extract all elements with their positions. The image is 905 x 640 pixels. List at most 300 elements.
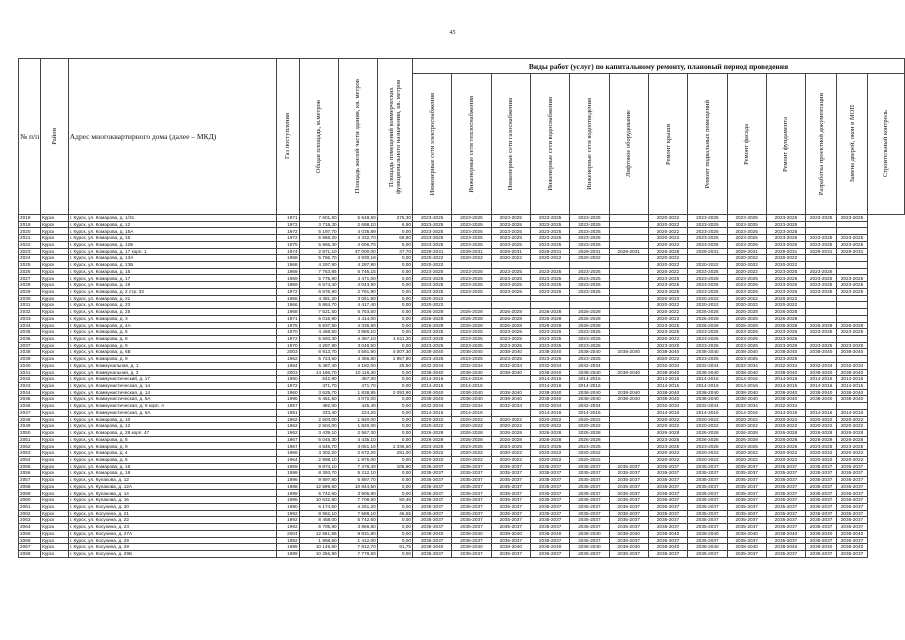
- table-cell: 1989: [277, 544, 299, 551]
- table-cell: 2020-2022: [648, 302, 687, 309]
- table-cell: 2035-2037: [648, 477, 687, 484]
- table-cell: 2035-2037: [837, 483, 868, 490]
- table-cell: 2026-2028: [837, 436, 868, 443]
- table-cell: 2026-2028: [837, 322, 868, 329]
- header-nonliving-area: Площадь помещений коммерческих функционального назначения, кв. метров: [377, 59, 412, 215]
- table-cell: 2035-2037: [766, 497, 805, 504]
- table-cell: 2035-2037: [491, 517, 530, 524]
- table-cell: 2020-2022: [727, 295, 766, 302]
- table-cell: 2023-2025: [648, 288, 687, 295]
- table-cell: 2020-2022: [688, 423, 727, 430]
- table-cell: 2020-2022: [688, 456, 727, 463]
- table-cell: 2038-2040: [452, 349, 491, 356]
- table-cell: 2035-2037: [688, 510, 727, 517]
- table-cell: 4 006,70: [338, 241, 377, 248]
- table-row: [19, 376, 905, 383]
- table-cell: 7 601,50: [299, 215, 338, 222]
- table-cell: [609, 376, 648, 383]
- table-cell: 2038-2040: [530, 369, 569, 376]
- table-cell: 2055: [19, 463, 41, 470]
- table-cell: 2020-2022: [452, 456, 491, 463]
- table-cell: 2032-2034: [766, 362, 805, 369]
- table-cell: 2035-2037: [766, 524, 805, 531]
- table-cell: г. Курск, ул. Комарова, д. 9: [68, 356, 277, 363]
- table-cell: 2038-2040: [413, 396, 452, 403]
- table-cell: 2035-2037: [727, 477, 766, 484]
- table-cell: 2020-2022: [648, 262, 687, 269]
- table-cell: Курск: [41, 275, 69, 282]
- table-cell: [806, 302, 837, 309]
- table-cell: Курск: [41, 309, 69, 316]
- table-cell: 2026-2028: [413, 436, 452, 443]
- table-cell: [609, 456, 648, 463]
- table-cell: 2023-2025: [570, 342, 609, 349]
- table-cell: 2023-2025: [688, 288, 727, 295]
- table-cell: 2020-2022: [727, 456, 766, 463]
- table-cell: 1962: [277, 416, 299, 423]
- table-cell: 1 957,80: [377, 356, 412, 363]
- table-cell: 2035-2037: [688, 470, 727, 477]
- table-cell: 4 414,00: [338, 315, 377, 322]
- table-cell: 2026-2028: [806, 322, 837, 329]
- table-cell: 2035-2037: [452, 517, 491, 524]
- table-cell: 2035-2037: [727, 470, 766, 477]
- table-cell: 0,00: [377, 524, 412, 531]
- table-cell: 2038-2040: [806, 349, 837, 356]
- table-cell: 2020-2022: [688, 295, 727, 302]
- table-cell: 2023-2025: [413, 275, 452, 282]
- table-cell: 2014-2016: [570, 376, 609, 383]
- table-cell: 2020-2022: [570, 423, 609, 430]
- table-cell: 2023-2025: [806, 275, 837, 282]
- table-cell: 2035-2037: [837, 477, 868, 484]
- table-cell: 6 451,50: [299, 396, 338, 403]
- table-cell: 6 045,30: [299, 436, 338, 443]
- table-cell: 2023-2025: [766, 221, 805, 228]
- table-cell: 2023-2025: [648, 443, 687, 450]
- table-cell: 2 698,10: [338, 221, 377, 228]
- table-cell: Курск: [41, 423, 69, 430]
- table-row: [19, 362, 905, 369]
- table-cell: 4 458,50: [299, 329, 338, 336]
- table-cell: 2020-2022: [766, 262, 805, 269]
- table-cell: 2020-2022: [413, 423, 452, 430]
- table-cell: г. Курск, ул. Косухина, д. 29Б: [68, 550, 277, 557]
- table-cell: 2035-2037: [806, 463, 837, 470]
- table-cell: 1951: [277, 409, 299, 416]
- table-cell: 2035-2037: [806, 550, 837, 557]
- table-cell: 2038-2040: [570, 530, 609, 537]
- table-cell: 1969: [277, 282, 299, 289]
- table-cell: 3 046,50: [338, 342, 377, 349]
- table-cell: 0,00: [377, 268, 412, 275]
- table-cell: 2038-2040: [766, 349, 805, 356]
- table-cell: 2026-2028: [727, 436, 766, 443]
- table-cell: 2052: [19, 443, 41, 450]
- table-cell: 2026-2028: [727, 430, 766, 437]
- table-cell: Курск: [41, 302, 69, 309]
- table-cell: 2026-2028: [530, 322, 569, 329]
- table-cell: 2023-2025: [837, 288, 868, 295]
- table-cell: 2020-2022: [570, 416, 609, 423]
- table-cell: Курск: [41, 362, 69, 369]
- table-row: [19, 235, 905, 242]
- table-cell: 2035-2037: [688, 550, 727, 557]
- table-cell: г. Курск, ул. Комарова, д. 12: [68, 221, 277, 228]
- table-cell: 2035-2037: [413, 510, 452, 517]
- table-cell: 2023-2025: [570, 335, 609, 342]
- table-cell: 2035-2037: [491, 477, 530, 484]
- table-cell: 2023-2025: [727, 282, 766, 289]
- table-cell: г. Курск, ул. Комарова, д. 13А: [68, 255, 277, 262]
- table-cell: 2038-2040: [413, 544, 452, 551]
- table-cell: 2032-2034: [727, 403, 766, 410]
- table-cell: 2023-2025: [452, 268, 491, 275]
- table-cell: 2014-2016: [837, 382, 868, 389]
- table-cell: 2035-2037: [413, 477, 452, 484]
- table-cell: 2023-2025: [570, 288, 609, 295]
- table-cell: 2038-2040: [648, 369, 687, 376]
- table-cell: г. Курск, ул. Комарова, д. 5: [68, 329, 277, 336]
- table-cell: Курск: [41, 241, 69, 248]
- table-cell: 2020-2022: [413, 262, 452, 269]
- table-cell: [609, 403, 648, 410]
- table-cell: 2039: [19, 356, 41, 363]
- table-cell: Курск: [41, 550, 69, 557]
- table-cell: Курск: [41, 288, 69, 295]
- table-cell: г. Курск, ул. Косухина, д. 29: [68, 537, 277, 544]
- table-row: [19, 423, 905, 430]
- table-cell: г. Курск, ул. Комарова, д. 9: [68, 342, 277, 349]
- table-cell: 5 487,40: [299, 362, 338, 369]
- table-cell: 2043: [19, 382, 41, 389]
- table-cell: 2020-2022: [648, 221, 687, 228]
- header-work-type: Ремонт фасада: [727, 74, 766, 215]
- table-cell: [837, 221, 868, 228]
- table-row: [19, 477, 905, 484]
- header-work-type: Разработка проектной документации: [806, 74, 837, 215]
- table-row: [19, 282, 905, 289]
- table-cell: [530, 302, 569, 309]
- table-cell: 2023-2025: [530, 335, 569, 342]
- table-cell: 1972: [277, 235, 299, 242]
- table-cell: г. Курск, ул. Коммунистическая, д. 5А: [68, 396, 277, 403]
- table-cell: 5 197,70: [299, 228, 338, 235]
- table-cell: [837, 335, 868, 342]
- table-cell: 1995: [277, 497, 299, 504]
- table-cell: 2035-2037: [452, 524, 491, 531]
- table-cell: 2038-2040: [806, 544, 837, 551]
- table-cell: 2035-2037: [609, 477, 648, 484]
- table-cell: [609, 416, 648, 423]
- table-cell: 2020-2022: [837, 416, 868, 423]
- table-cell: 2023-2025: [530, 329, 569, 336]
- table-cell: 2023-2025: [806, 443, 837, 450]
- table-cell: 2023-2025: [452, 342, 491, 349]
- table-cell: 2035-2037: [413, 503, 452, 510]
- table-cell: Курск: [41, 456, 69, 463]
- table-cell: 2014-2016: [648, 376, 687, 383]
- table-cell: 2035-2037: [806, 483, 837, 490]
- table-row: [19, 510, 905, 517]
- header-work-type: Инженерные сети водоснабжения: [530, 74, 569, 215]
- table-cell: 2020-2022: [413, 416, 452, 423]
- table-row: [19, 524, 905, 531]
- table-cell: 12 551,55: [299, 530, 338, 537]
- table-cell: 2029-2031: [806, 248, 837, 255]
- table-cell: 2023-2025: [806, 268, 837, 275]
- table-cell: 2035-2037: [806, 503, 837, 510]
- table-cell: 4 297,90: [299, 262, 338, 269]
- table-cell: 2035-2037: [688, 524, 727, 531]
- table-cell: г. Курск, ул. Кулакова, д. 12А: [68, 483, 277, 490]
- table-cell: 6 016,90: [299, 315, 338, 322]
- table-cell: 2020-2022: [648, 235, 687, 242]
- table-cell: г. Курск, ул. Коммунистическая, д. 6 корп. А: [68, 403, 277, 410]
- table-cell: 2023-2025: [727, 335, 766, 342]
- table-cell: 2023-2025: [688, 329, 727, 336]
- header-work-type: Ремонт крыши: [648, 74, 687, 215]
- table-cell: 1962: [277, 356, 299, 363]
- table-cell: [837, 403, 868, 410]
- table-cell: 7 588,10: [338, 510, 377, 517]
- table-cell: 2020-2022: [570, 450, 609, 457]
- table-cell: 46,55: [377, 510, 412, 517]
- table-cell: 2026-2028: [491, 309, 530, 316]
- table-cell: [491, 295, 530, 302]
- table-cell: 2023-2025: [570, 443, 609, 450]
- header-work-type: Лифтовое оборудование: [609, 74, 648, 215]
- table-cell: 0,00: [377, 369, 412, 376]
- table-cell: 492,00: [299, 403, 338, 410]
- table-cell: 0,00: [377, 416, 412, 423]
- table-cell: [609, 356, 648, 363]
- table-cell: 0,00: [377, 456, 412, 463]
- table-cell: Курск: [41, 215, 69, 222]
- table-cell: Курск: [41, 517, 69, 524]
- table-cell: 2035-2037: [766, 490, 805, 497]
- table-cell: 2023-2025: [688, 282, 727, 289]
- table-cell: 1972: [277, 382, 299, 389]
- table-cell: 2020-2022: [413, 450, 452, 457]
- table-cell: [452, 295, 491, 302]
- table-cell: 2035-2037: [530, 490, 569, 497]
- table-cell: 2038-2040: [452, 544, 491, 551]
- table-cell: 1972: [277, 335, 299, 342]
- table-cell: г. Курск, ул. Косухина, д. 21: [68, 510, 277, 517]
- table-cell: 425,40: [338, 403, 377, 410]
- table-cell: 2035-2037: [491, 510, 530, 517]
- table-cell: 7 478,40: [338, 463, 377, 470]
- table-cell: 5 897,70: [338, 477, 377, 484]
- table-cell: 0,00: [377, 470, 412, 477]
- table-cell: 2038-2040: [806, 369, 837, 376]
- table-cell: 0,00: [377, 315, 412, 322]
- table-cell: 4 845,70: [299, 443, 338, 450]
- table-cell: 2035-2037: [491, 490, 530, 497]
- table-cell: 2023-2025: [648, 322, 687, 329]
- header-total-area: Общая площадь, м.метров: [299, 59, 338, 215]
- table-cell: 5 756,70: [299, 255, 338, 262]
- table-cell: 2014-2016: [727, 376, 766, 383]
- header-work-type: Ремонт фундамента: [766, 74, 805, 215]
- table-cell: 0,00: [377, 329, 412, 336]
- table-cell: 2023-2025: [727, 342, 766, 349]
- table-cell: 2026-2028: [766, 309, 805, 316]
- table-cell: 2038-2040: [570, 396, 609, 403]
- table-cell: 2035-2037: [491, 503, 530, 510]
- table-cell: г. Курск, ул. Комарова, д. 15: [68, 268, 277, 275]
- table-cell: 2068: [19, 550, 41, 557]
- table-cell: 2023-2025: [688, 215, 727, 222]
- table-cell: 2035-2037: [452, 510, 491, 517]
- table-cell: Курск: [41, 282, 69, 289]
- table-cell: Курск: [41, 248, 69, 255]
- table-cell: 2026-2028: [727, 309, 766, 316]
- header-gas: Газ поступления: [277, 59, 299, 215]
- table-cell: 8 458,00: [299, 517, 338, 524]
- table-cell: 2033: [19, 315, 41, 322]
- table-cell: 2035-2037: [570, 524, 609, 531]
- table-cell: 9 874,10: [299, 463, 338, 470]
- table-cell: 2014-2016: [837, 409, 868, 416]
- table-cell: 1 611,20: [377, 335, 412, 342]
- table-cell: 2020-2022: [491, 255, 530, 262]
- table-cell: 1996: [277, 477, 299, 484]
- table-cell: 2020-2022: [452, 423, 491, 430]
- table-cell: 7 812,70: [338, 544, 377, 551]
- table-row: [19, 517, 905, 524]
- table-cell: 2023-2025: [570, 282, 609, 289]
- table-cell: 4 251,20: [338, 503, 377, 510]
- table-cell: 2035-2037: [648, 537, 687, 544]
- table-cell: [806, 221, 837, 228]
- table-cell: 2032-2034: [491, 403, 530, 410]
- table-cell: 2035-2037: [570, 463, 609, 470]
- table-cell: 2032-2034: [491, 362, 530, 369]
- table-cell: 2035-2037: [530, 483, 569, 490]
- table-cell: 1962: [277, 430, 299, 437]
- table-cell: 2035-2037: [530, 503, 569, 510]
- table-cell: 2023-2025: [452, 221, 491, 228]
- table-cell: 2035-2037: [727, 503, 766, 510]
- table-cell: 2023-2025: [766, 282, 805, 289]
- table-cell: 2035-2037: [727, 490, 766, 497]
- table-cell: 2035-2037: [806, 524, 837, 531]
- table-cell: 2014-2016: [806, 376, 837, 383]
- table-cell: 2030: [19, 295, 41, 302]
- table-cell: 2035-2037: [570, 503, 609, 510]
- table-cell: 2023-2025: [766, 228, 805, 235]
- table-cell: 2038-2040: [413, 530, 452, 537]
- table-cell: 2020-2022: [491, 450, 530, 457]
- table-cell: 1992: [277, 524, 299, 531]
- table-cell: 2023-2025: [570, 329, 609, 336]
- table-row: [19, 322, 905, 329]
- table-cell: 2023-2025: [452, 282, 491, 289]
- table-cell: [806, 403, 837, 410]
- table-cell: 2023-2025: [727, 221, 766, 228]
- table-cell: 2020-2022: [766, 416, 805, 423]
- table-cell: 2038-2040: [491, 544, 530, 551]
- table-cell: 2020-2022: [766, 423, 805, 430]
- table-cell: 2053: [19, 450, 41, 457]
- table-cell: 2032-2034: [530, 403, 569, 410]
- table-cell: 2023-2025: [806, 215, 837, 222]
- table-cell: 2035-2037: [452, 463, 491, 470]
- table-cell: [609, 322, 648, 329]
- table-cell: [806, 356, 837, 363]
- table-cell: 2026-2028: [727, 315, 766, 322]
- table-cell: 2014-2016: [727, 382, 766, 389]
- table-cell: [609, 315, 648, 322]
- table-cell: 2023-2025: [491, 241, 530, 248]
- table-cell: 2023-2025: [727, 443, 766, 450]
- table-cell: г. Курск, ул. Комарова, д. 5: [68, 456, 277, 463]
- table-cell: 2026-2028: [491, 430, 530, 437]
- table-cell: 2035-2037: [688, 463, 727, 470]
- table-row: [19, 315, 905, 322]
- table-cell: 2048: [19, 416, 41, 423]
- table-cell: 2035-2037: [609, 510, 648, 517]
- table-cell: 6,90: [377, 221, 412, 228]
- table-cell: 2026-2028: [648, 248, 687, 255]
- table-cell: 2035-2037: [530, 517, 569, 524]
- table-row: [19, 416, 905, 423]
- table-cell: 2023-2025: [530, 282, 569, 289]
- capital-repair-table: [18, 58, 905, 558]
- header-living-area: Площадь жилой части здания, кв. метров: [338, 59, 377, 215]
- table-cell: 2035-2037: [837, 537, 868, 544]
- table-cell: 2020-2022: [452, 416, 491, 423]
- table-cell: 0,00: [377, 309, 412, 316]
- table-cell: 2035-2037: [609, 483, 648, 490]
- table-cell: 2023-2025: [413, 356, 452, 363]
- table-cell: 25,50: [377, 362, 412, 369]
- table-cell: 2020: [19, 228, 41, 235]
- table-cell: 471,70: [299, 382, 338, 389]
- table-cell: 0,00: [377, 537, 412, 544]
- page-number: 45: [449, 30, 456, 36]
- table-cell: 1957: [277, 403, 299, 410]
- table-cell: 2003: [277, 349, 299, 356]
- table-cell: 2020-2022: [648, 228, 687, 235]
- table-cell: г. Курск, ул. Комарова, д. 25: [68, 309, 277, 316]
- table-cell: 333,40: [299, 409, 338, 416]
- table-cell: 2035-2037: [413, 490, 452, 497]
- table-cell: 1966: [277, 450, 299, 457]
- table-cell: Курск: [41, 349, 69, 356]
- table-cell: 2 093,90: [377, 389, 412, 396]
- table-cell: [806, 335, 837, 342]
- table-cell: 4 930,18: [338, 255, 377, 262]
- table-cell: 2038-2040: [837, 530, 868, 537]
- table-cell: 1 820,00: [338, 416, 377, 423]
- table-cell: 0,00: [377, 228, 412, 235]
- table-cell: 2038-2040: [837, 349, 868, 356]
- table-cell: 2035-2037: [688, 537, 727, 544]
- table-cell: [609, 409, 648, 416]
- table-cell: [491, 262, 530, 269]
- table-cell: 2035-2037: [413, 517, 452, 524]
- table-cell: 4 367,10: [338, 335, 377, 342]
- table-cell: 2038-2040: [530, 389, 569, 396]
- table-cell: [837, 255, 868, 262]
- table-cell: 4 297,90: [338, 262, 377, 269]
- table-cell: 2038-2040: [806, 530, 837, 537]
- table-cell: 2035-2037: [688, 503, 727, 510]
- table-cell: 275,30: [377, 215, 412, 222]
